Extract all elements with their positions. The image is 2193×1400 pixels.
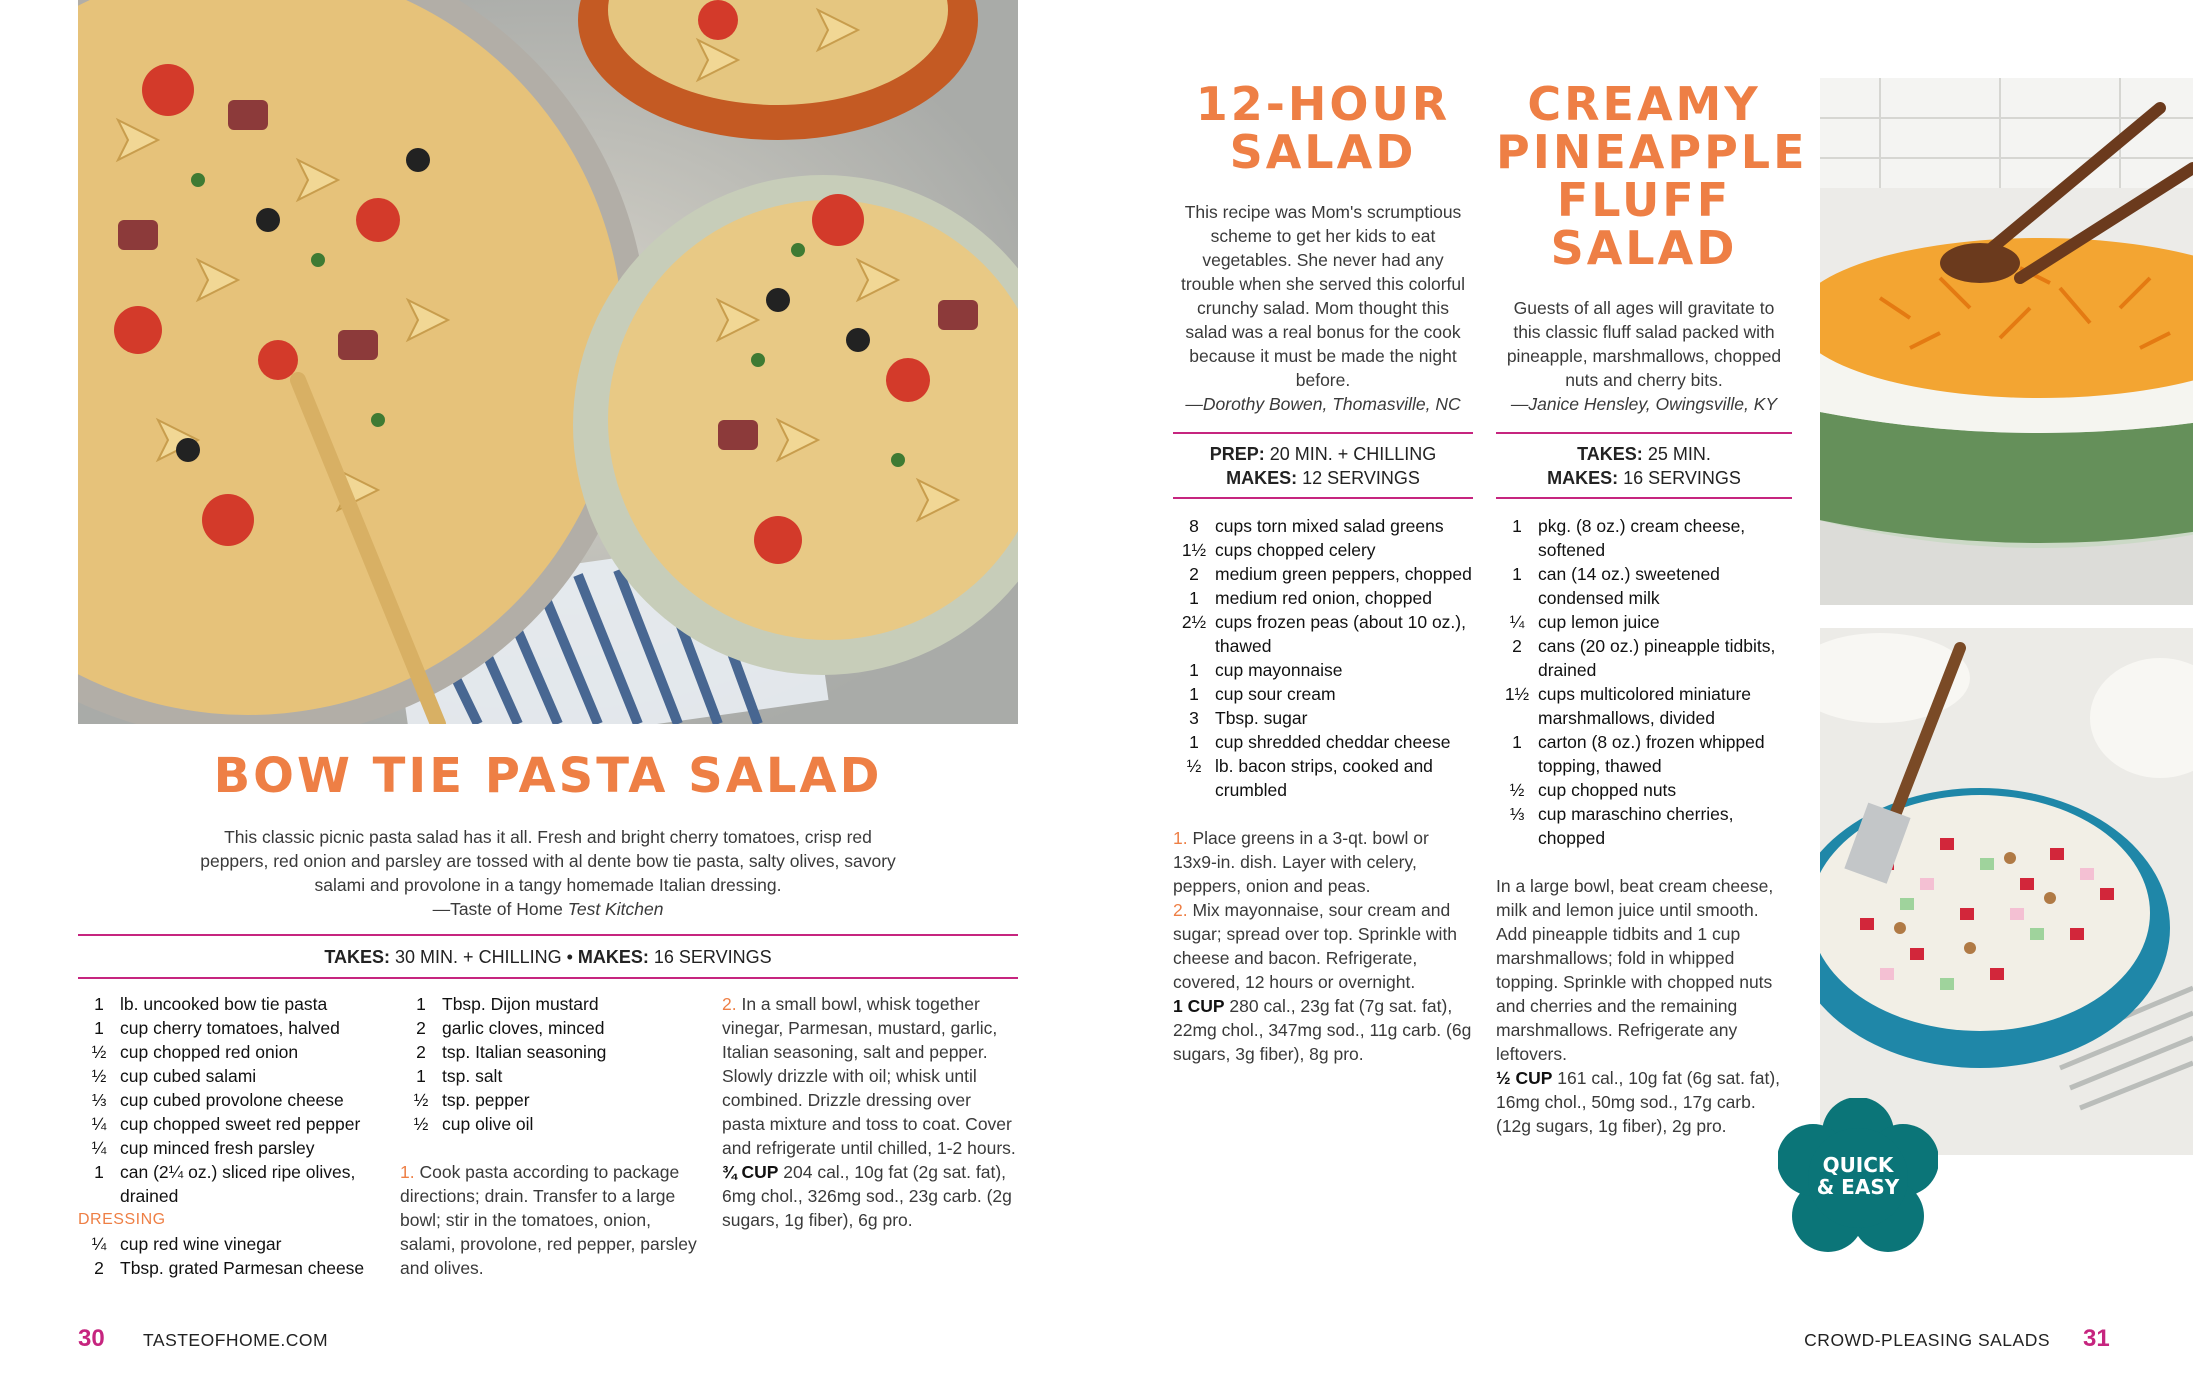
bow-tie-step-1	[400, 1160, 700, 1280]
twelve-hour-salad-photo	[1820, 78, 2193, 605]
ingredient-item	[400, 1088, 700, 1112]
ingredient-text: Tbsp. grated Parmesan cheese	[120, 1258, 365, 1278]
ingredient-text: lb. bacon strips, cooked and crumbled	[1215, 756, 1433, 800]
twelve-hour-credit: —Dorothy Bowen, Thomasville, NC	[1185, 394, 1461, 414]
ingredient-item	[78, 1112, 388, 1136]
ingredient-text: tsp. salt	[442, 1066, 503, 1086]
pasta-photo-illustration	[78, 0, 1018, 724]
twelve-hour-nutrition	[1173, 994, 1473, 1066]
nutrition-text: 280 cal., 23g fat (7g sat. fat), 22mg chol., 347mg sod., 11g carb. (6g sugars, 3g fiber), 8g pro.	[1173, 996, 1472, 1064]
ingredient-item	[1496, 778, 1792, 802]
pineapple-directions: In a large bowl, beat cream cheese, milk and lemon juice until smooth. Add pineapple tidbits and 1 cup marshmallows; fold in whipped topping. Sprinkle with chopped nuts and cherries and the remaining marshmallows. Refrigerate any leftovers.	[1496, 876, 1774, 1064]
ingredient-text: cups chopped celery	[1215, 540, 1376, 560]
pineapple-title-line1: CREAMY	[1527, 77, 1761, 131]
bow-tie-pasta-photo	[78, 0, 1018, 724]
ingredient-text: can (2¼ oz.) sliced ripe olives, drained	[120, 1162, 356, 1206]
bow-tie-nutrition	[722, 1160, 1018, 1232]
ingredient-text: cup sour cream	[1215, 684, 1336, 704]
ingredient-qty: ½	[91, 1066, 107, 1086]
ingredient-qty: 1	[416, 1066, 426, 1086]
pineapple-intro-text: Guests of all ages will gravitate to this classic fluff salad packed with pineapple, marshmallows, chopped nuts and cherry bits.	[1506, 298, 1782, 390]
bow-tie-meta	[78, 945, 1018, 969]
fluff-salad-illustration	[1820, 628, 2193, 1155]
bow-tie-pasta-credit-prefix: —Taste of Home	[432, 899, 568, 919]
ingredient-text: tsp. Italian seasoning	[442, 1042, 607, 1062]
ingredient-text: cans (20 oz.) pineapple tidbits, drained	[1538, 636, 1776, 680]
ingredient-item	[1496, 634, 1792, 682]
ingredient-text: cup chopped red onion	[120, 1042, 299, 1062]
ingredient-qty: 1	[1512, 516, 1522, 536]
quick-easy-badge	[1778, 1098, 1938, 1258]
ingredient-item	[78, 992, 388, 1016]
ingredient-item	[400, 1112, 700, 1136]
ingredient-text: lb. uncooked bow tie pasta	[120, 994, 328, 1014]
ingredient-qty: ½	[91, 1042, 107, 1062]
ingredient-qty: 2	[1512, 636, 1522, 656]
ingredient-qty: ½	[413, 1114, 429, 1134]
ingredient-text: cup olive oil	[442, 1114, 534, 1134]
ingredient-item	[1173, 514, 1473, 538]
ingredient-item	[1496, 562, 1792, 610]
nutrition-label: ¾ CUP	[722, 1162, 779, 1182]
ingredient-item	[78, 1016, 388, 1040]
pineapple-title-line2: PINEAPPLE	[1496, 125, 1808, 179]
step-number: 2.	[722, 994, 737, 1014]
ingredient-qty: 1	[416, 994, 426, 1014]
ingredient-text: can (14 oz.) sweetened condensed milk	[1538, 564, 1720, 608]
pineapple-fluff-intro	[1496, 296, 1792, 416]
nutrition-label: 1 CUP	[1173, 996, 1225, 1016]
twelve-hour-meta	[1173, 442, 1473, 490]
twelve-hour-rule-bottom	[1173, 497, 1473, 499]
bow-tie-pasta-title: BOW TIE PASTA SALAD	[213, 748, 883, 804]
dressing-ingredient-list-2	[400, 992, 700, 1136]
pineapple-fluff-photo	[1820, 628, 2193, 1155]
ingredient-text: Tbsp. sugar	[1215, 708, 1308, 728]
pineapple-credit: —Janice Hensley, Owingsville, KY	[1510, 394, 1778, 414]
ingredient-qty: 2	[1189, 564, 1199, 584]
bow-tie-ingredients-col1	[78, 992, 388, 1280]
right-footer-section: CROWD-PLEASING SALADS	[1804, 1330, 2050, 1350]
twelve-hour-body	[1173, 514, 1473, 1066]
ingredient-qty: ¼	[91, 1138, 107, 1158]
ingredient-text: cup cubed salami	[120, 1066, 257, 1086]
ingredient-item	[78, 1136, 388, 1160]
dressing-heading: DRESSING	[78, 1211, 166, 1228]
twelve-hour-intro-text: This recipe was Mom's scrumptious scheme to get her kids to eat vegetables. She never had any trouble when she served this colorful crunchy salad. Mom thought this salad was a real bonus for the cook because it must be made the night before.	[1180, 202, 1466, 390]
layered-salad-illustration	[1820, 78, 2193, 605]
ingredient-qty: 8	[1189, 516, 1199, 536]
pineapple-title-line4: SALAD	[1550, 221, 1738, 275]
step-text: Cook pasta according to package directions; drain. Transfer to a large bowl; stir in the tomatoes, onion, salami, provolone, red pepper, parsley and olives.	[400, 1162, 697, 1278]
ingredient-qty: 1	[1189, 684, 1199, 704]
ingredient-item	[1496, 802, 1792, 850]
ingredient-qty: ⅓	[91, 1090, 107, 1110]
ingredient-text: cups multicolored miniature marshmallows, divided	[1538, 684, 1752, 728]
step-number: 2.	[1173, 900, 1188, 920]
ingredient-qty: 1	[94, 1018, 104, 1038]
ingredient-text: Tbsp. Dijon mustard	[442, 994, 599, 1014]
ingredient-qty: ¼	[91, 1114, 107, 1134]
ingredient-item	[400, 992, 700, 1016]
twelve-hour-title-line2: SALAD	[1229, 125, 1417, 179]
twelve-hour-makes-value: 12 SERVINGS	[1297, 468, 1420, 488]
bow-tie-rule-bottom	[78, 977, 1018, 979]
nutrition-label: ½ CUP	[1496, 1068, 1553, 1088]
twelve-hour-ingredient-list	[1173, 514, 1473, 802]
step-text: In a small bowl, whisk together vinegar, Parmesan, mustard, garlic, Italian seasoning, salt and pepper. Slowly drizzle with oil; whisk until combined. Drizzle dressing over pasta mixture and toss to coat. Cover and refrigerate until chilled, 1-2 hours.	[722, 994, 1016, 1158]
ingredient-text: cup lemon juice	[1538, 612, 1660, 632]
badge-line1: QUICK	[1822, 1153, 1894, 1177]
pineapple-meta	[1496, 442, 1792, 490]
ingredient-text: garlic cloves, minced	[442, 1018, 605, 1038]
pineapple-fluff-title	[1496, 77, 1808, 275]
ingredient-item	[78, 1064, 388, 1088]
twelve-hour-step-1	[1173, 826, 1473, 898]
ingredient-text: cup maraschino cherries, chopped	[1538, 804, 1734, 848]
ingredient-item	[78, 1232, 388, 1256]
ingredient-qty: 1	[1189, 660, 1199, 680]
pineapple-takes-value: 25 MIN.	[1642, 444, 1711, 464]
step-text: Mix mayonnaise, sour cream and sugar; spread over top. Sprinkle with cheese and bacon. Refrigerate, covered, 12 hours or overnight.	[1173, 900, 1458, 992]
ingredient-text: carton (8 oz.) frozen whipped topping, thawed	[1538, 732, 1765, 776]
left-footer-site: TASTEOFHOME.COM	[143, 1330, 329, 1350]
twelve-hour-title-line1: 12-HOUR	[1195, 77, 1451, 131]
ingredient-qty: 2	[416, 1018, 426, 1038]
bow-tie-ingredient-list	[78, 992, 388, 1208]
bow-tie-takes-label: TAKES:	[324, 947, 391, 967]
ingredient-qty: 1½	[1181, 540, 1207, 560]
pineapple-makes-value: 16 SERVINGS	[1618, 468, 1741, 488]
twelve-hour-prep-label: PREP:	[1209, 444, 1265, 464]
ingredient-text: cup shredded cheddar cheese	[1215, 732, 1451, 752]
ingredient-qty: 2	[416, 1042, 426, 1062]
ingredient-text: cup red wine vinegar	[120, 1234, 282, 1254]
ingredient-item	[78, 1040, 388, 1064]
ingredient-text: cup cherry tomatoes, halved	[120, 1018, 340, 1038]
ingredient-qty: ½	[1509, 780, 1525, 800]
ingredient-qty: ⅓	[1509, 804, 1525, 824]
twelve-hour-step-2	[1173, 898, 1473, 994]
ingredient-item	[1173, 754, 1473, 802]
ingredient-qty: ¼	[91, 1234, 107, 1254]
ingredient-item	[400, 1016, 700, 1040]
pineapple-fluff-column	[1496, 77, 1808, 416]
ingredient-text: cup chopped sweet red pepper	[120, 1114, 361, 1134]
ingredient-qty: 2	[94, 1258, 104, 1278]
ingredient-text: pkg. (8 oz.) cream cheese, softened	[1538, 516, 1746, 560]
left-page-number: 30	[78, 1325, 105, 1352]
ingredient-item	[78, 1088, 388, 1112]
ingredient-item	[1496, 610, 1792, 634]
pineapple-ingredient-list	[1496, 514, 1792, 850]
ingredient-text: cup cubed provolone cheese	[120, 1090, 344, 1110]
ingredient-text: cups torn mixed salad greens	[1215, 516, 1444, 536]
bow-tie-ingredients-col2	[400, 992, 700, 1280]
twelve-hour-salad-column	[1173, 77, 1473, 416]
right-page-number: 31	[2083, 1325, 2110, 1352]
ingredient-item	[400, 1040, 700, 1064]
ingredient-item	[1496, 682, 1792, 730]
ingredient-item	[1173, 730, 1473, 754]
ingredient-qty: 1½	[1504, 684, 1530, 704]
ingredient-qty: 1	[1189, 732, 1199, 752]
badge-line2: & EASY	[1816, 1175, 1900, 1199]
pineapple-rule-top	[1496, 432, 1792, 434]
ingredient-text: medium green peppers, chopped	[1215, 564, 1472, 584]
ingredient-qty: ½	[413, 1090, 429, 1110]
ingredient-item	[1496, 514, 1792, 562]
twelve-hour-title	[1173, 77, 1473, 179]
twelve-hour-rule-top	[1173, 432, 1473, 434]
bow-tie-makes-value: 16 SERVINGS	[648, 947, 772, 967]
ingredient-item	[400, 1064, 700, 1088]
ingredient-item	[1173, 562, 1473, 586]
ingredient-item	[1173, 610, 1473, 658]
ingredient-qty: ½	[1186, 756, 1202, 776]
ingredient-item	[1173, 682, 1473, 706]
ingredient-qty: 1	[1189, 588, 1199, 608]
bow-tie-makes-label: MAKES:	[577, 947, 649, 967]
ingredient-qty: 1	[94, 994, 104, 1014]
ingredient-item	[1173, 538, 1473, 562]
pineapple-rule-bottom	[1496, 497, 1792, 499]
nutrition-text: 161 cal., 10g fat (6g sat. fat), 16mg chol., 50mg sod., 17g carb. (12g sugars, 1g fiber), 2g pro.	[1496, 1068, 1781, 1136]
bow-tie-pasta-intro-text: This classic picnic pasta salad has it all. Fresh and bright cherry tomatoes, crisp red peppers, red onion and parsley are tossed with al dente bow tie pasta, salty olives, savory salami and provolone in a tangy homemade Italian dressing.	[200, 827, 896, 895]
ingredient-text: cup mayonnaise	[1215, 660, 1343, 680]
ingredient-text: cup minced fresh parsley	[120, 1138, 315, 1158]
bow-tie-pasta-intro	[190, 825, 906, 921]
bow-tie-takes-value: 30 MIN. + CHILLING •	[390, 947, 578, 967]
nutrition-text: 204 cal., 10g fat (2g sat. fat), 6mg chol., 326mg sod., 23g carb. (2g sugars, 1g fiber), 6g pro.	[722, 1162, 1012, 1230]
ingredient-text: cups frozen peas (about 10 oz.), thawed	[1215, 612, 1466, 656]
dressing-ingredient-list	[78, 1232, 388, 1280]
pineapple-takes-label: TAKES:	[1577, 444, 1643, 464]
twelve-hour-makes-label: MAKES:	[1226, 468, 1298, 488]
pineapple-makes-label: MAKES:	[1547, 468, 1619, 488]
ingredient-item	[78, 1160, 388, 1208]
ingredient-item	[1173, 586, 1473, 610]
twelve-hour-prep-value: 20 MIN. + CHILLING	[1264, 444, 1437, 464]
step-number: 1.	[400, 1162, 415, 1182]
ingredient-qty: 2½	[1181, 612, 1207, 632]
pineapple-nutrition	[1496, 1066, 1792, 1138]
ingredient-item	[1173, 706, 1473, 730]
pineapple-title-line3: FLUFF	[1556, 173, 1732, 227]
quick-easy-badge-text	[1778, 1154, 1938, 1198]
ingredient-text: medium red onion, chopped	[1215, 588, 1432, 608]
ingredient-qty: 3	[1189, 708, 1199, 728]
ingredient-qty: 1	[1512, 564, 1522, 584]
ingredient-qty: 1	[94, 1162, 104, 1182]
ingredient-text: tsp. pepper	[442, 1090, 530, 1110]
ingredient-item	[78, 1256, 388, 1280]
ingredient-item	[1496, 730, 1792, 778]
twelve-hour-intro	[1173, 200, 1473, 416]
step-number: 1.	[1173, 828, 1188, 848]
step-text: Place greens in a 3-qt. bowl or 13x9-in. dish. Layer with celery, peppers, onion and peas.	[1173, 828, 1429, 896]
ingredient-item	[1173, 658, 1473, 682]
bow-tie-pasta-credit-italic: Test Kitchen	[567, 899, 664, 919]
bow-tie-step-2	[722, 992, 1018, 1160]
ingredient-qty: 1	[1512, 732, 1522, 752]
bow-tie-directions-col3	[722, 992, 1018, 1232]
ingredient-qty: ¼	[1509, 612, 1525, 632]
pineapple-body	[1496, 514, 1792, 1138]
ingredient-text: cup chopped nuts	[1538, 780, 1677, 800]
bow-tie-rule-top	[78, 934, 1018, 936]
